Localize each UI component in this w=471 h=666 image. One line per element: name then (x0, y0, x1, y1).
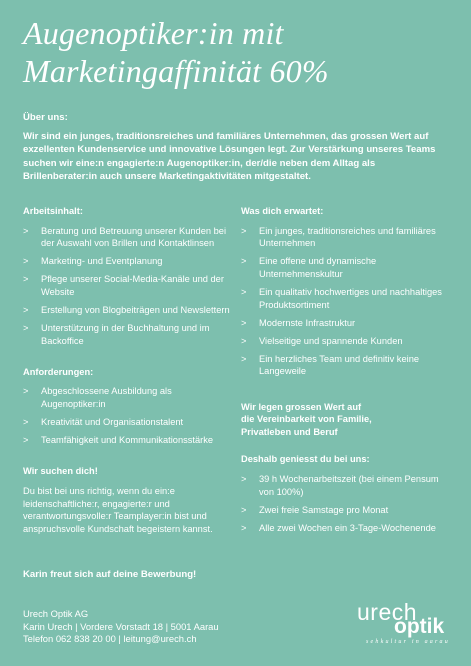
intro-heading: Über uns: (23, 112, 68, 123)
bullet-marker: > (241, 335, 247, 346)
list-item (241, 353, 456, 378)
intro-section (23, 111, 448, 183)
vereinbarkeit-line-2: die Vereinbarkeit von Familie, (241, 414, 372, 425)
list-item (241, 225, 456, 250)
job-title-line-1: Augenoptiker:in mit (23, 15, 284, 51)
vereinbarkeit-line-3: Privatleben und Beruf (241, 426, 338, 437)
deshalb-list (241, 473, 456, 534)
intro-text: Wir sind ein junges, traditionsreiches und familiäres Unternehmen, das grossen Wert auf exzellenten Kundenservice und innovative Lösungen legt. Zur Verstärkung unseres Teams suchen wir eine:n engagierte:n Augenoptiker:in, der/die neben dem Alltag als Brillenberater:in auch unsere Marketingaktivitäten mitgestaltet. (23, 131, 436, 182)
list-item (241, 473, 456, 498)
list-item-text: Alle zwei Wochen ein 3-Tage-Wochenende (259, 522, 436, 533)
bullet-marker: > (241, 317, 247, 328)
bullet-marker: > (23, 225, 29, 236)
list-item (23, 322, 237, 347)
list-item-text: Unterstützung in der Buchhaltung und im Backoffice (41, 323, 210, 346)
list-item-text: Beratung und Betreuung unserer Kunden bei der Auswahl von Brillen und Kontaktlinsen (41, 225, 227, 249)
vereinbarkeit-statement (241, 401, 456, 439)
list-item-text: Zwei freie Samstage pro Monat (259, 504, 389, 515)
list-item (241, 335, 456, 348)
bullet-marker: > (23, 417, 29, 428)
closing-line: Karin freut sich auf deine Bewerbung! (23, 569, 197, 580)
list-item-text: Marketing- und Eventplanung (41, 256, 163, 267)
bullet-marker: > (23, 256, 29, 267)
list-item-text: Ein junges, traditionsreiches und familiäres Unternehmen (259, 225, 436, 249)
list-item (23, 434, 237, 447)
logo-word-optik: optik (394, 615, 445, 638)
list-item (241, 504, 456, 517)
list-item-text: Modernste Infrastruktur (259, 317, 356, 328)
logo-tagline: sehkultur in aarau (366, 639, 450, 645)
bullet-marker: > (241, 504, 247, 515)
anforderungen-list (23, 385, 237, 446)
list-item-text: Teamfähigkeit und Kommunikationsstärke (41, 435, 214, 446)
arbeitsinhalt-heading: Arbeitsinhalt: (23, 206, 83, 216)
was-dich-erwartet-heading: Was dich erwartet: (241, 206, 324, 216)
list-item (23, 304, 237, 317)
list-item (23, 225, 237, 250)
bullet-marker: > (241, 286, 247, 297)
anforderungen-heading: Anforderungen: (23, 366, 94, 377)
bullet-marker: > (241, 225, 247, 236)
list-item-text: Abgeschlossene Ausbildung als Augenoptiker:in (41, 386, 172, 410)
right-column (241, 205, 456, 540)
logo-word-urech: urech (357, 599, 418, 625)
footer-company: Urech Optik AG (23, 608, 89, 619)
list-item-text: Pflege unserer Social-Media-Kanäle und der Website (41, 274, 224, 297)
job-title-line-2: Marketingaffinität 60% (23, 53, 329, 89)
bullet-marker: > (23, 305, 29, 316)
wir-suchen-text: Du bist bei uns richtig, wenn du ein:e leidenschaftliche:r, engagierte:r und verantwortungsvolle:r Teamplayer:in bist und anspruchsvolle Kundschaft begeistern kannst. (23, 485, 213, 534)
footer-address: Karin Urech | Vordere Vorstadt 18 | 5001 Aarau (23, 620, 219, 632)
wir-suchen-heading: Wir suchen dich! (23, 466, 98, 477)
list-item-text: Vielseitige und spannende Kunden (259, 335, 403, 346)
list-item-text: Ein herzliches Team und definitiv keine Langeweile (259, 353, 420, 377)
list-item (23, 273, 237, 298)
footer-contact-line: Telefon 062 838 20 00 | leitung@urech.ch (23, 633, 197, 645)
bullet-marker: > (241, 353, 247, 364)
was-dich-erwartet-list (241, 225, 456, 378)
list-item-text: Kreativität und Organisationstalent (41, 417, 184, 428)
bullet-marker: > (241, 473, 247, 484)
list-item (23, 385, 237, 410)
footer-contact (23, 608, 219, 646)
arbeitsinhalt-list (23, 225, 237, 348)
deshalb-heading: Deshalb geniesst du bei uns: (241, 454, 370, 465)
list-item-text: Eine offene und dynamische Unternehmenskultur (259, 256, 377, 279)
list-item (241, 286, 456, 311)
vereinbarkeit-line-1: Wir legen grossen Wert auf (241, 401, 362, 412)
left-column (23, 205, 237, 535)
job-title (23, 14, 453, 90)
bullet-marker: > (23, 323, 29, 334)
list-item-text: Ein qualitativ hochwertiges und nachhaltiges Produktsortiment (259, 286, 442, 310)
list-item (23, 255, 237, 268)
list-item (241, 255, 456, 280)
list-item-text: 39 h Wochenarbeitszeit (bei einem Pensum von 100%) (259, 473, 439, 497)
list-item (23, 416, 237, 429)
bullet-marker: > (241, 522, 247, 533)
list-item (241, 317, 456, 330)
list-item-text: Erstellung von Blogbeiträgen und Newslettern (41, 305, 230, 316)
urech-optik-logo (357, 599, 457, 647)
bullet-marker: > (23, 274, 29, 285)
bullet-marker: > (241, 256, 247, 267)
bullet-marker: > (23, 435, 29, 446)
bullet-marker: > (23, 386, 29, 397)
list-item (241, 522, 456, 535)
